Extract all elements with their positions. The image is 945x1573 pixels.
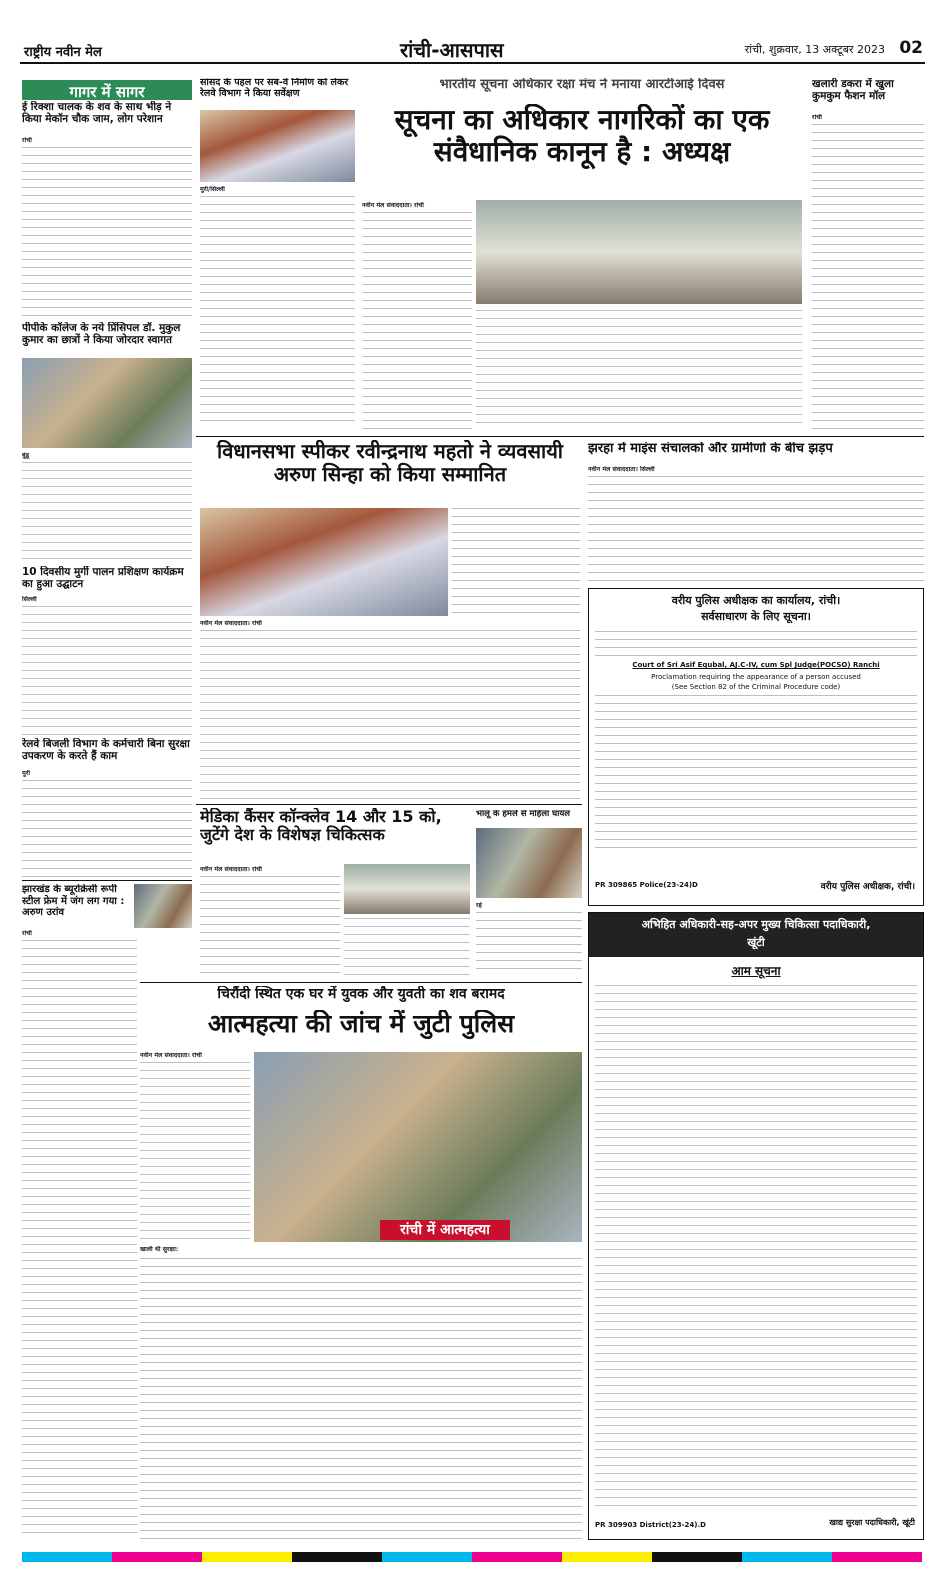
story-body-text xyxy=(22,606,192,736)
color-swatch xyxy=(202,1552,292,1562)
photo-ppk-college xyxy=(22,358,192,448)
dateline: नवीन मेल संवाददाता। रांची xyxy=(362,202,424,209)
notice-heading: अभिहित अधिकारी-सह-अपर मुख्य चिकित्सा पदाधिकारी, xyxy=(641,918,871,931)
dateline: रहे xyxy=(476,902,482,909)
story-body-text xyxy=(22,780,192,878)
notice-heading: वरीय पुलिस अधीक्षक का कार्यालय, रांची। xyxy=(671,594,841,607)
color-swatch xyxy=(742,1552,832,1562)
notice-signature: खाद्य सुरक्षा पदाधिकारी, खूंटी xyxy=(829,1518,915,1527)
notice-subheading: सर्वसाधारण के लिए सूचना। xyxy=(701,610,811,623)
color-swatch xyxy=(382,1552,472,1562)
masthead xyxy=(20,34,925,64)
photo-bear-attack xyxy=(476,828,582,898)
dateline: सिल्ली xyxy=(22,596,37,603)
story-body-text xyxy=(812,124,924,430)
dateline: नवीन मेल संवाददाता। सिल्ली xyxy=(588,466,655,473)
story-body-text xyxy=(22,462,192,564)
dateline: नवीन मेल संवाददाता। रांची xyxy=(200,866,262,873)
story-body-text xyxy=(452,508,580,616)
photo-medica xyxy=(344,864,470,914)
story-head-ppk-college: पीपीके कॉलेज के नये प्रिंसिपल डॉ. मुकुल कुमार का छात्रों ने किया जोरदार स्वागत xyxy=(22,322,181,347)
story-body-text xyxy=(22,940,137,1540)
photo-crime-scene xyxy=(254,1052,582,1242)
story-body-text xyxy=(140,1258,582,1540)
color-swatch xyxy=(112,1552,202,1562)
subhead: खाली थी सुरक्षा: xyxy=(140,1246,179,1253)
lead-kicker: भारतीय सूचना अधिकार रक्षा मंच ने मनाया आरटीआई दिवस xyxy=(439,78,725,92)
dateline: रांची xyxy=(812,114,822,121)
divider xyxy=(196,804,582,805)
dateline: मुरी/सिल्ली xyxy=(200,186,225,193)
notice-title: आम सूचना xyxy=(731,964,781,978)
story-body-text xyxy=(588,476,924,582)
story-head-railway: रेलवे बिजली विभाग के कर्मचारी बिना सुरक्षा उपकरण के करते हैं काम xyxy=(22,738,190,763)
notice-signature: वरीय पुलिस अधीक्षक, रांची। xyxy=(820,882,915,892)
divider xyxy=(196,436,924,437)
story-body-text xyxy=(362,212,472,430)
color-swatch xyxy=(832,1552,922,1562)
story-head-bear-attack: भालू के हमले से महिला घायल xyxy=(476,810,571,819)
story-head-mines-clash: झरहा में माइंस संचालकों और ग्रामीणों के बीच झड़प xyxy=(588,442,833,456)
dateline: नवीन मेल संवाददाता। रांची xyxy=(200,620,262,627)
issue-date: रांची, शुक्रवार, 13 अक्टूबर 2023 xyxy=(744,43,885,56)
notice-text xyxy=(595,695,917,855)
medical-notice-box xyxy=(588,912,924,1540)
dateline: मुरी xyxy=(22,770,30,777)
color-swatch xyxy=(652,1552,742,1562)
story-head-subway: सांसद के पहल पर सब-वे निर्माण को लेकर रेलवे विभाग ने किया सर्वेक्षण xyxy=(200,78,349,99)
notice-text xyxy=(595,985,917,1509)
story-body-text xyxy=(476,912,582,976)
dateline: रांची xyxy=(22,930,32,937)
dateline: बुंडू xyxy=(22,452,29,459)
notice-proclamation: Proclamation requiring the appearance of a person accused xyxy=(651,673,861,681)
story-head-medica: मेडिका कैंसर कॉन्क्लेव 14 और 15 को, जुटेंगे देश के विशेषज्ञ चिकित्सक xyxy=(200,808,442,845)
photo-tag: रांची में आत्महत्या xyxy=(380,1220,510,1240)
color-swatch xyxy=(22,1552,112,1562)
divider xyxy=(22,880,192,881)
color-swatch xyxy=(292,1552,382,1562)
print-color-bar xyxy=(22,1552,922,1562)
story-body-text xyxy=(200,196,355,428)
bottom-headline: आत्महत्या की जांच में जुटी पुलिस xyxy=(207,1010,515,1038)
police-notice-box xyxy=(588,588,924,906)
divider xyxy=(140,982,582,983)
story-body-text xyxy=(200,876,340,976)
section-title: रांची-आसपास xyxy=(400,38,504,62)
photo-speaker-honour xyxy=(200,508,448,616)
dateline: नवीन मेल संवाददाता। रांची xyxy=(140,1052,202,1059)
story-body-text xyxy=(22,147,192,320)
notice-pr-number: PR 309865 Police(23-24)D xyxy=(595,881,698,889)
story-head-fashion-mall: खलारी डकरा में खुला कुमकुम फैशन मॉल xyxy=(812,78,894,103)
photo-arun-oraon xyxy=(134,884,192,928)
notice-subheading: खूंटी xyxy=(747,936,765,949)
bottom-kicker: चिरौंदी स्थित एक घर में युवक और युवती का शव बरामद xyxy=(217,986,505,1002)
notice-section: (See Section 82 of the Criminal Procedure code) xyxy=(671,683,841,691)
story-body-text xyxy=(200,630,580,800)
photo-subway xyxy=(200,110,355,182)
story-head-speaker: विधानसभा स्पीकर रवीन्द्रनाथ महतो ने व्यवसायी अरुण सिन्हा को किया सम्मानित xyxy=(217,440,563,486)
story-head-erickshaw: ई रिक्शा चालक के शव के साथ भीड़ ने किया मेकॉन चौक जाम, लोग परेशान xyxy=(22,101,172,126)
page-number: 02 xyxy=(899,38,923,58)
color-swatch xyxy=(472,1552,562,1562)
color-swatch xyxy=(562,1552,652,1562)
story-head-bureaucracy: झारखंड के ब्यूरोक्रेसी रूपी स्टील फ्रेम में जंग लग गया : अरुण उरांव xyxy=(22,884,125,918)
story-head-poultry: 10 दिवसीय मुर्गी पालन प्रशिक्षण कार्यक्रम का हुआ उद्घाटन xyxy=(22,566,184,591)
photo-rti-event xyxy=(476,200,802,304)
dateline: रांची xyxy=(22,137,32,144)
section-band: गागर में सागर xyxy=(22,80,192,100)
notice-text xyxy=(595,631,917,657)
story-body-text xyxy=(140,1062,250,1242)
notice-court: Court of Sri Asif Equbal, AJ.C-IV, cum Spl Judge(POCSO) Ranchi xyxy=(632,661,880,669)
story-body-text xyxy=(344,918,470,976)
lead-headline: सूचना का अधिकार नागरिकों का एक संवैधानिक कानून है : अध्यक्ष xyxy=(394,104,770,169)
notice-pr-number: PR 309903 District(23-24).D xyxy=(595,1521,706,1529)
newspaper-brand: राष्ट्रीय नवीन मेल xyxy=(24,45,102,60)
story-body-text xyxy=(476,310,802,430)
